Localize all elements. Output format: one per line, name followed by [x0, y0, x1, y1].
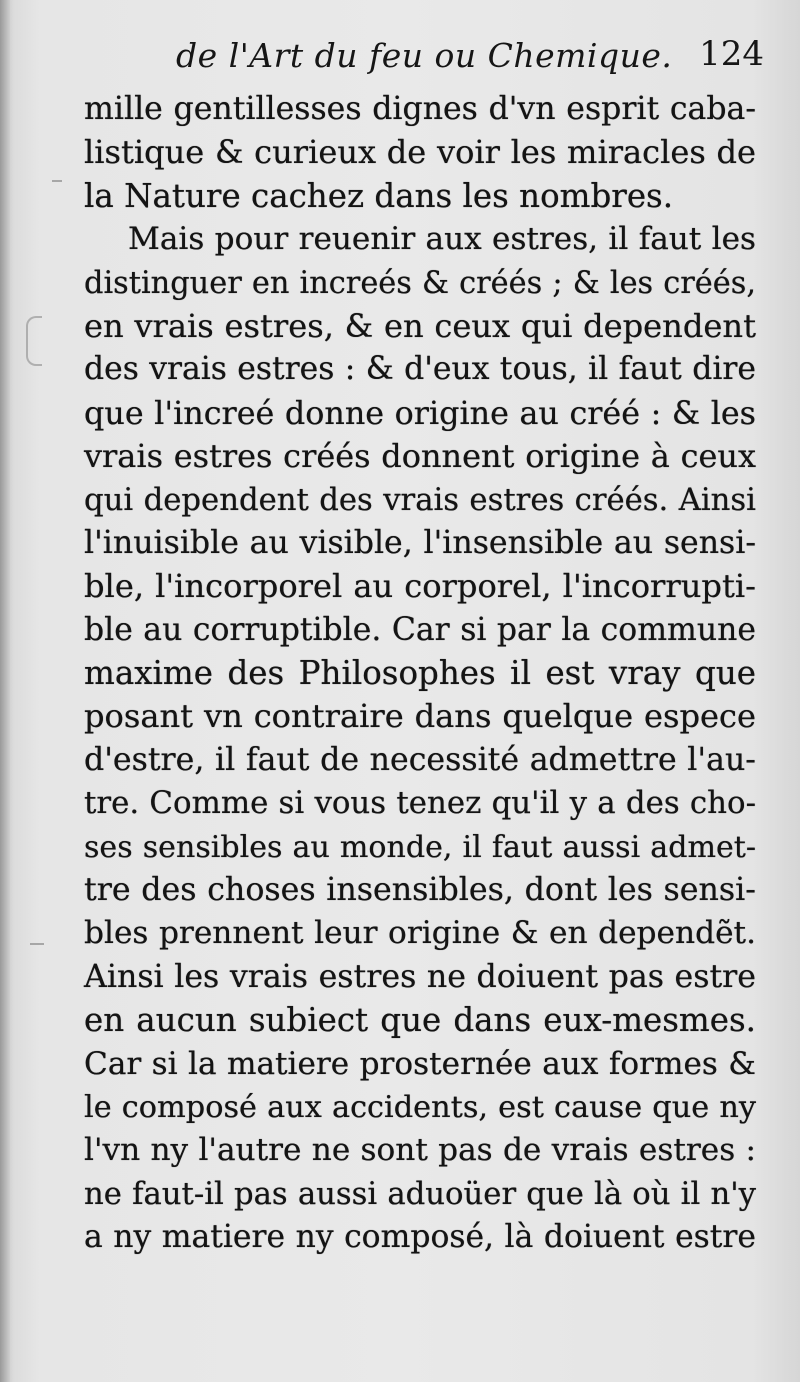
- text-line: le composé aux accidents, est cause que ny: [84, 1089, 756, 1125]
- text-line: l'vn ny l'autre ne sont pas de vrais estres :: [84, 1132, 756, 1169]
- text-line: des vrais estres : & d'eux tous, il faut dire: [84, 351, 756, 388]
- running-title: de l'Art du feu ou Chemique.: [176, 36, 673, 75]
- margin-dash-mark: [52, 180, 62, 182]
- text-line: listique & curieux de voir les miracles de: [84, 133, 756, 172]
- text-line: l'inuisible au visible, l'insensible au sensi-: [84, 524, 756, 561]
- text-line: ble au corruptible. Car si par la commune: [84, 611, 756, 648]
- text-line: ses sensibles au monde, il faut aussi admet-: [84, 829, 756, 865]
- text-line: mille gentillesses dignes d'vn esprit caba-: [84, 91, 756, 127]
- text-line: Ainsi les vrais estres ne doiuent pas estre: [84, 958, 756, 995]
- text-line: maxime des Philosophes il est vray que: [84, 654, 756, 693]
- body-text: [84, 88, 756, 1260]
- text-line: tre. Comme si vous tenez qu'il y a des cho-: [84, 785, 756, 822]
- text-line: ne faut-il pas aussi aduoüer que là où il n'y: [84, 1176, 756, 1212]
- text-line: tre des choses insensibles, dont les sensi-: [84, 872, 756, 909]
- paragraph-first-line: Mais pour reuenir aux estres, il faut les: [128, 221, 756, 258]
- text-line: bles prennent leur origine & en dependẽt.: [84, 915, 756, 952]
- text-line: ble, l'incorporel au corporel, l'incorrupti-: [84, 567, 756, 606]
- text-line: que l'increé donne origine au créé : & les: [84, 394, 756, 432]
- page-gutter-edge: [0, 0, 10, 1382]
- text-line: distinguer en increés & créés ; & les créés,: [84, 265, 756, 301]
- text-line: qui dependent des vrais estres créés. Ainsi: [84, 482, 756, 518]
- text-line: en aucun subiect que dans eux-mesmes.: [84, 1001, 756, 1040]
- page-number: 124: [699, 34, 764, 74]
- margin-dash-mark: [30, 943, 44, 945]
- text-line: d'estre, il faut de necessité admettre l'au-: [84, 741, 756, 778]
- text-line: posant vn contraire dans quelque espece: [84, 697, 756, 736]
- margin-bracket-mark: [26, 316, 42, 366]
- text-line: en vrais estres, & en ceux qui dependent: [84, 306, 756, 345]
- text-line: a ny matiere ny composé, là doiuent estre: [84, 1219, 756, 1256]
- text-line: la Nature cachez dans les nombres.: [84, 176, 674, 215]
- text-line: Car si la matiere prosternée aux formes &: [84, 1045, 756, 1082]
- text-line: vrais estres créés donnent origine à ceux: [84, 437, 756, 476]
- running-header: [84, 30, 770, 80]
